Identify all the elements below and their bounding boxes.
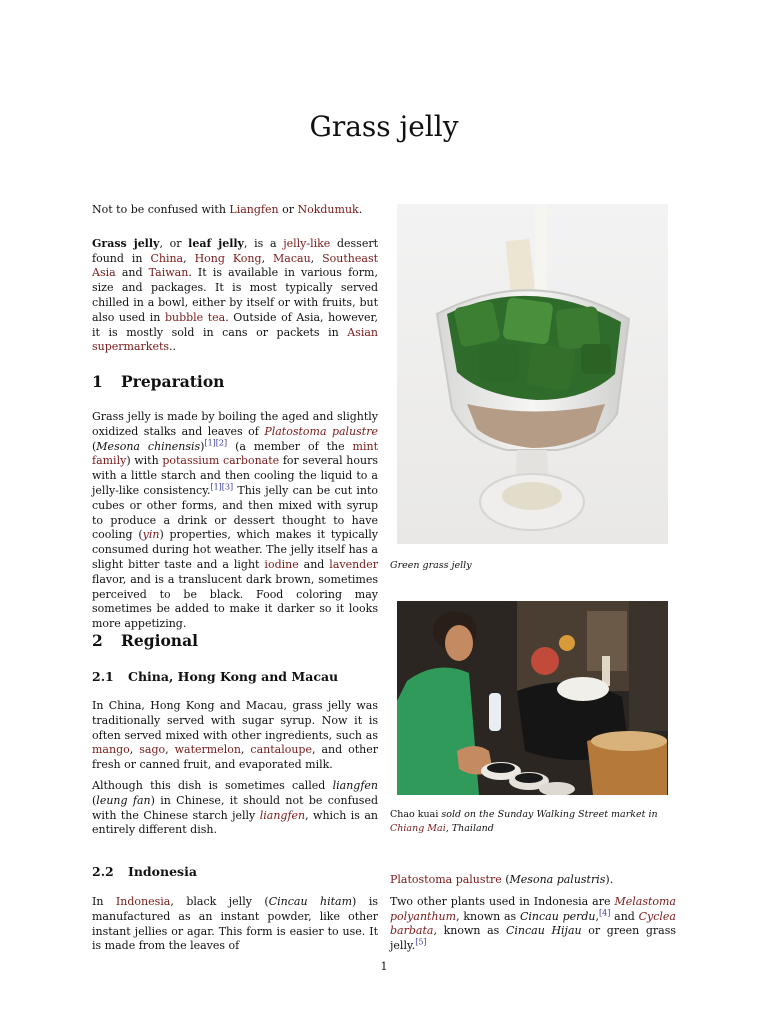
text: ) with <box>126 454 163 468</box>
section-number: 2.1 <box>92 669 114 684</box>
link-indonesia[interactable]: Indonesia <box>115 895 171 908</box>
text: . It is available in various form, size and packages. It is most typically served chilled in a bowl, either by itself or with fruits, but also used in <box>92 266 378 324</box>
text: ( <box>92 793 97 807</box>
link-asian-supermarkets[interactable]: Asian supermarkets <box>92 325 378 354</box>
text: Grass jelly is made by boiling the aged and slightly oxidized stalks and leaves of <box>92 410 378 438</box>
section-heading-regional <box>92 631 198 650</box>
text: ) is manufactured as an instant powder, like other instant jellies or agar. This form is easier to use. It is made from the leaves of <box>92 895 378 953</box>
section-number: 1 <box>92 372 103 391</box>
section-title: China, Hong Kong and Macau <box>128 669 339 684</box>
section-title: Regional <box>121 631 199 650</box>
text: or green grass jelly. <box>390 924 676 953</box>
section-title: Preparation <box>121 372 225 391</box>
link-china[interactable]: China <box>150 251 184 265</box>
italic-text: Cincau perdu <box>519 909 596 923</box>
text: and <box>115 266 149 280</box>
citation[interactable]: [1][2] <box>204 437 228 447</box>
link-liangfen[interactable]: Liangfen <box>229 203 279 216</box>
link-southeast-asia[interactable]: Southeast Asia <box>92 251 379 280</box>
china-paragraph-1 <box>92 699 378 773</box>
link-mango[interactable]: mango <box>92 743 130 757</box>
text: , <box>183 251 195 265</box>
link-taiwan[interactable]: Taiwan <box>148 266 189 280</box>
text: , <box>165 743 175 757</box>
caption-text: sold on the Sunday Walking Street market in <box>438 809 658 820</box>
market-vendor-photo[interactable] <box>397 601 668 795</box>
link-liangfen[interactable]: liangfen <box>259 808 306 822</box>
text: In China, Hong Kong and Macau, grass jelly was traditionally served with sugar syrup. Now it is often served mixed with other ingredients, such as <box>92 699 378 742</box>
term-bold: Grass jelly <box>92 236 160 250</box>
text: dessert found in <box>92 236 379 265</box>
text: ) <box>200 439 205 453</box>
subsection-heading-indonesia <box>92 864 197 879</box>
text: , known as <box>456 909 520 923</box>
market-vendor-illustration <box>397 601 668 795</box>
page-title: Grass jelly <box>309 110 459 143</box>
text: This jelly can be cut into cubes or other forms, and then mixed with syrup to produce a drink or dessert thought to have cooling ( <box>92 483 378 542</box>
link-macau[interactable]: Macau <box>273 251 311 265</box>
caption-text: , Thailand <box>445 823 494 834</box>
link-bubble-tea[interactable]: bubble tea <box>164 310 226 324</box>
text: ) in Chinese, it should not be confused with the Chinese starch jelly <box>92 793 378 822</box>
china-body <box>92 699 378 847</box>
indonesia-paragraph <box>92 895 378 954</box>
preparation-body <box>92 410 378 641</box>
link-cyclea-barbata[interactable]: Cyclea barbata <box>390 909 676 938</box>
link-melastoma-polyanthum[interactable]: Melastoma polyanthum <box>390 894 676 923</box>
italic-text: Cincau hitam <box>268 895 353 908</box>
hatnote-text: or <box>278 203 298 216</box>
citation[interactable]: [1][3] <box>210 482 234 492</box>
link-platostoma-palustre[interactable]: Platostoma palustre <box>264 424 378 438</box>
text: , is a <box>243 236 284 250</box>
right-paragraph-2 <box>390 895 676 954</box>
text: , <box>310 251 323 265</box>
text: Although this dish is sometimes called <box>92 778 333 792</box>
grass-jelly-illustration <box>397 204 668 544</box>
link-chiang-mai[interactable]: Chiang Mai <box>390 823 446 834</box>
indonesia-body <box>92 895 378 963</box>
text: , <box>240 743 251 757</box>
citation[interactable]: [4] <box>599 907 611 917</box>
china-paragraph-2 <box>92 779 378 838</box>
link-lavender[interactable]: lavender <box>329 557 378 571</box>
text: , <box>261 251 274 265</box>
link-cantaloupe[interactable]: cantaloupe <box>250 743 312 757</box>
text: ) properties, which makes it typically consumed during hot weather. The jelly itself has a slight bitter taste and a light <box>92 528 378 571</box>
link-iodine[interactable]: iodine <box>264 557 299 571</box>
right-column-continuation <box>390 873 676 954</box>
intro-paragraph <box>92 237 378 355</box>
text: and <box>298 557 330 571</box>
preparation-paragraph <box>92 410 378 632</box>
section-number: 2.2 <box>92 864 114 879</box>
text: and <box>610 909 639 923</box>
link-sago[interactable]: sago <box>139 743 166 757</box>
link-mint-family[interactable]: mint family <box>92 439 378 468</box>
text: , <box>129 743 140 757</box>
text: In <box>92 895 116 908</box>
text: , which is an entirely different dish. <box>92 808 378 837</box>
link-nokdumuk[interactable]: Nokdumuk <box>297 203 359 216</box>
italic-text: Cincau Hijau <box>505 924 582 938</box>
link-hong-kong[interactable]: Hong Kong <box>194 251 262 265</box>
section-number: 2 <box>92 631 103 650</box>
link-yin[interactable]: yin <box>142 528 160 542</box>
text: .. <box>169 340 177 354</box>
text: , known as <box>433 924 506 938</box>
figure-caption-green-grass-jelly: Green grass jelly <box>390 560 472 571</box>
subsection-heading-china <box>92 669 338 684</box>
italic-text: Mesona chinensis <box>96 439 201 453</box>
italic-text: Mesona palustris <box>509 873 606 886</box>
italic-text: liangfen <box>332 778 378 792</box>
link-platostoma-palustre[interactable]: Platostoma palustre <box>390 873 502 886</box>
left-column <box>92 203 378 364</box>
section-heading-preparation <box>92 372 224 391</box>
text: , and other fresh or canned fruit, and evaporated milk. <box>92 743 379 772</box>
term-bold: leaf jelly <box>188 236 244 250</box>
page-number: 1 <box>380 960 388 973</box>
hatnote-text: . <box>358 203 363 216</box>
text: Two other plants used in Indonesia are <box>390 894 615 908</box>
grass-jelly-photo[interactable] <box>397 204 668 544</box>
section-title: Indonesia <box>128 864 197 879</box>
text: ( <box>92 439 97 453</box>
hatnote <box>92 203 378 218</box>
text: . Outside of Asia, however, it is mostly sold in cans or packets in <box>92 310 378 339</box>
link-watermelon[interactable]: watermelon <box>174 743 241 757</box>
text: flavor, and is a translucent dark brown, sometimes perceived to be black. Food coloring may sometimes be added to make it darker so it looks more appetizing. <box>92 572 378 631</box>
link-jelly-like[interactable]: jelly-like <box>283 236 331 250</box>
text: , black jelly ( <box>170 895 269 908</box>
italic-text: leung fan <box>96 793 151 807</box>
text: ). <box>605 873 614 886</box>
citation[interactable]: [5] <box>415 937 427 947</box>
text: , <box>595 909 600 923</box>
text: ( <box>501 873 510 886</box>
text: for several hours with a little starch and then cooling the liquid to a jelly-like consistency. <box>92 454 378 497</box>
hatnote-text: Not to be confused with <box>92 203 230 216</box>
caption-text: Chao kuai <box>390 809 439 820</box>
text: , or <box>159 236 189 250</box>
text: (a member of the <box>227 439 353 453</box>
figure-caption-chao-kuai <box>390 808 680 836</box>
right-paragraph-1 <box>390 873 676 888</box>
link-potassium-carbonate[interactable]: potassium carbonate <box>162 454 280 468</box>
